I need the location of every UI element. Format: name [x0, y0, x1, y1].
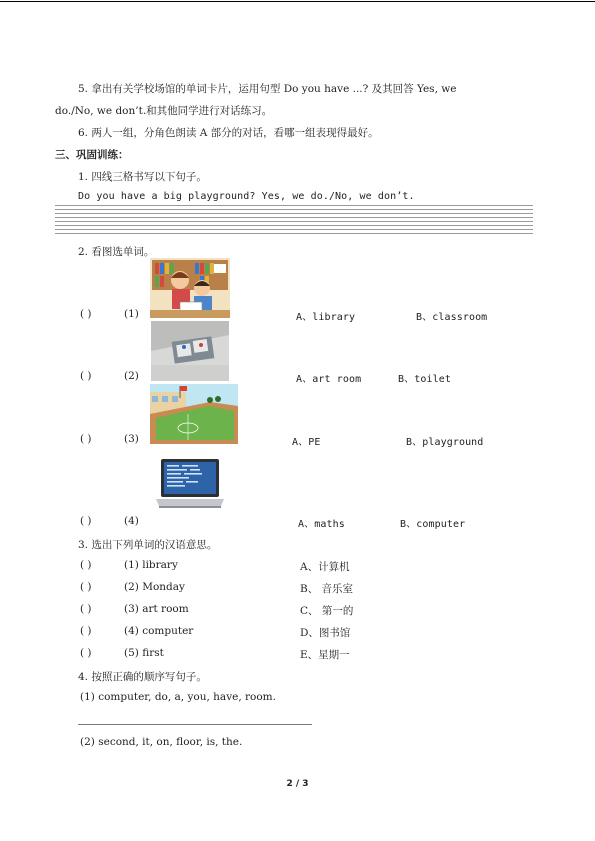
q1-title: 1. 四线三格书写以下句子。 — [78, 171, 207, 183]
q3-row-1-blank[interactable]: ( ) — [80, 559, 92, 571]
q4-sentence-2: (2) second, it, on, floor, is, the. — [80, 736, 243, 748]
q2-row-1-option-a: A、library — [296, 312, 356, 323]
q2-row-4-blank[interactable]: ( ) — [80, 515, 92, 527]
section-heading: 三、巩固训练： — [55, 149, 129, 161]
computer-picture — [155, 457, 225, 515]
q3-row-4-blank[interactable]: ( ) — [80, 625, 92, 637]
grid-line — [55, 233, 533, 234]
q2-row-3-blank[interactable]: ( ) — [80, 433, 92, 445]
item-5-line-2: do./No, we don’t.和其他同学进行对话练习。 — [55, 105, 273, 117]
q4-sentence-1: (1) computer, do, a, you, have, room. — [80, 691, 276, 703]
q3-row-4-word: (4) computer — [124, 625, 194, 637]
q2-row-4-option-a: A、maths — [298, 519, 345, 530]
header-rule — [0, 1, 595, 2]
q3-row-5-option: E、星期一 — [300, 649, 350, 661]
q3-row-2-option: B、 音乐室 — [300, 583, 354, 595]
toilet-sign-picture — [151, 321, 229, 381]
item-5-line-1: 5. 拿出有关学校场馆的单词卡片，运用句型 Do you have ...? 及其回答 Yes, we — [78, 83, 457, 95]
q2-row-1-number: (1) — [124, 308, 139, 320]
q4-answer-line[interactable] — [78, 724, 312, 725]
grid-line — [55, 229, 533, 230]
q2-row-3-option-b: B、playground — [406, 437, 484, 448]
q3-row-3-word: (3) art room — [124, 603, 189, 615]
q2-row-2-number: (2) — [124, 370, 139, 382]
q3-row-2-blank[interactable]: ( ) — [80, 581, 92, 593]
grid-line — [55, 213, 533, 214]
q3-title: 3. 选出下列单词的汉语意思。 — [78, 539, 218, 551]
q3-row-5-blank[interactable]: ( ) — [80, 647, 92, 659]
q2-row-2-option-a: A、art room — [296, 374, 362, 385]
grid-line — [55, 217, 533, 218]
page-number: 2 / 3 — [286, 779, 309, 789]
q2-row-4-option-b: B、computer — [400, 519, 466, 530]
q2-row-3-number: (3) — [124, 433, 139, 445]
q2-row-1-option-b: B、classroom — [416, 312, 488, 323]
q4-title: 4. 按照正确的顺序写句子。 — [78, 671, 207, 683]
item-6: 6. 两人一组，分角色朗读 A 部分的对话，看哪一组表现得最好。 — [78, 127, 379, 139]
q2-row-3-option-a: A、PE — [292, 437, 321, 448]
playground-picture — [150, 384, 238, 444]
q3-row-2-word: (2) Monday — [124, 581, 185, 593]
four-line-grid — [55, 205, 533, 237]
q2-title: 2. 看图选单词。 — [78, 246, 155, 258]
q2-row-2-blank[interactable]: ( ) — [80, 370, 92, 382]
q3-row-5-word: (5) first — [124, 647, 164, 659]
q3-row-3-option: C、 第一的 — [300, 605, 354, 617]
q3-row-1-word: (1) library — [124, 559, 178, 571]
q3-row-4-option: D、图书馆 — [300, 627, 351, 639]
grid-line — [55, 225, 533, 226]
q3-row-3-blank[interactable]: ( ) — [80, 603, 92, 615]
grid-line — [55, 209, 533, 210]
library-picture — [150, 258, 230, 318]
q2-row-2-option-b: B、toilet — [398, 374, 451, 385]
q2-row-4-number: (4) — [124, 515, 139, 527]
q3-row-1-option: A、计算机 — [300, 561, 350, 573]
q1-sentence: Do you have a big playground? Yes, we do./No, we don’t. — [78, 191, 415, 202]
q2-row-1-blank[interactable]: ( ) — [80, 308, 92, 320]
grid-line — [55, 221, 533, 222]
grid-line — [55, 205, 533, 206]
